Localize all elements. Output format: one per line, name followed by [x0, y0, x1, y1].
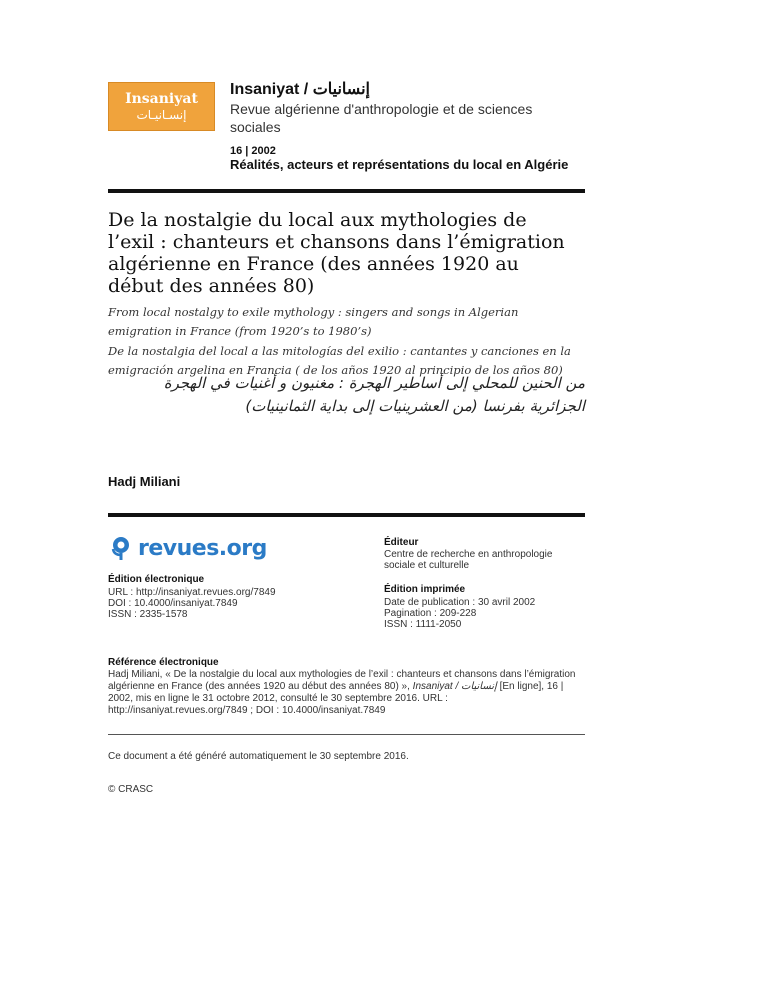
- revues-logo-text: revues.org: [138, 535, 267, 561]
- reference-divider: [108, 734, 585, 735]
- reference-text-end: [En ligne], 16 | 2002, mis en ligne le 31 octobre 2012, consulté le 30 septembre 2016. URL : http://insaniyat.revues.org/7849 ; DOI : 10.4000/insaniyat.7849: [108, 681, 564, 716]
- print-edition-label: Édition imprimée: [384, 584, 466, 595]
- electronic-edition-label: Édition électronique: [108, 574, 205, 585]
- print-pagination: Pagination : 209-228: [384, 608, 477, 619]
- logo-arabic-text: إنسـانيـات: [136, 108, 187, 122]
- journal-logo: [108, 82, 215, 131]
- print-issn: ISSN : 1111-2050: [384, 619, 462, 630]
- article-title: De la nostalgie du local aux mythologies de l’exil : chanteurs et chansons dans l’émigration algérienne en France (des années 1920 au début des années 80): [108, 209, 565, 297]
- logo-latin-text: Insaniyat: [125, 91, 198, 107]
- reference-text-start: Hadj Miliani, « De la nostalgie du local aux mythologies de l’exil : chanteurs et chansons dans l’émigration algérienne en France (des années 1920 au début des années 80) »,: [108, 669, 576, 692]
- electronic-url[interactable]: URL : http://insaniyat.revues.org/7849: [108, 587, 276, 598]
- title-spanish-line-1: De la nostalgia del local a las mitologías del exilio : cantantes y canciones en la: [108, 344, 571, 358]
- author-divider: [108, 513, 585, 517]
- title-english-line-2: emigration in France (from 1920’s to 1980’s): [108, 324, 372, 338]
- editeur-label: Éditeur: [384, 537, 419, 548]
- reference-text: [108, 669, 588, 717]
- title-spanish-line-2: emigración argelina en Francia ( de los años 1920 al principio de los años 80): [108, 363, 563, 377]
- journal-title: Insaniyat / إنسانيات: [230, 81, 370, 98]
- revues-logo[interactable]: [108, 535, 267, 561]
- header-divider: [108, 189, 585, 193]
- electronic-issn: ISSN : 2335-1578: [108, 609, 188, 620]
- reference-journal: Insaniyat / إنسانيات: [412, 681, 497, 692]
- title-english-line-1: From local nostalgy to exile mythology : singers and songs in Algerian: [108, 305, 519, 319]
- generated-note: Ce document a été généré automatiquement le 30 septembre 2016.: [108, 751, 409, 762]
- issue-title: Réalités, acteurs et représentations du local en Algérie: [230, 157, 569, 172]
- print-date: Date de publication : 30 avril 2002: [384, 597, 536, 608]
- author-name: Hadj Miliani: [108, 474, 181, 489]
- issue-number: 16 | 2002: [230, 145, 276, 157]
- copyright: © CRASC: [108, 784, 154, 795]
- editeur-value: Centre de recherche en anthropologie sociale et culturelle: [384, 549, 553, 571]
- journal-subtitle: Revue algérienne d'anthropologie et de sciences sociales: [230, 101, 533, 135]
- revues-leaf-icon: [108, 535, 134, 561]
- reference-label: Référence électronique: [108, 657, 219, 668]
- electronic-doi: DOI : 10.4000/insaniyat.7849: [108, 598, 238, 609]
- title-arabic: من الحنين للمحلي إلى أساطير الهجرة : مغنيون و أغنيات في الهجرة الجزائرية بفرنسا (من العشرينيات إلى بداية الثمانينيات): [163, 374, 585, 415]
